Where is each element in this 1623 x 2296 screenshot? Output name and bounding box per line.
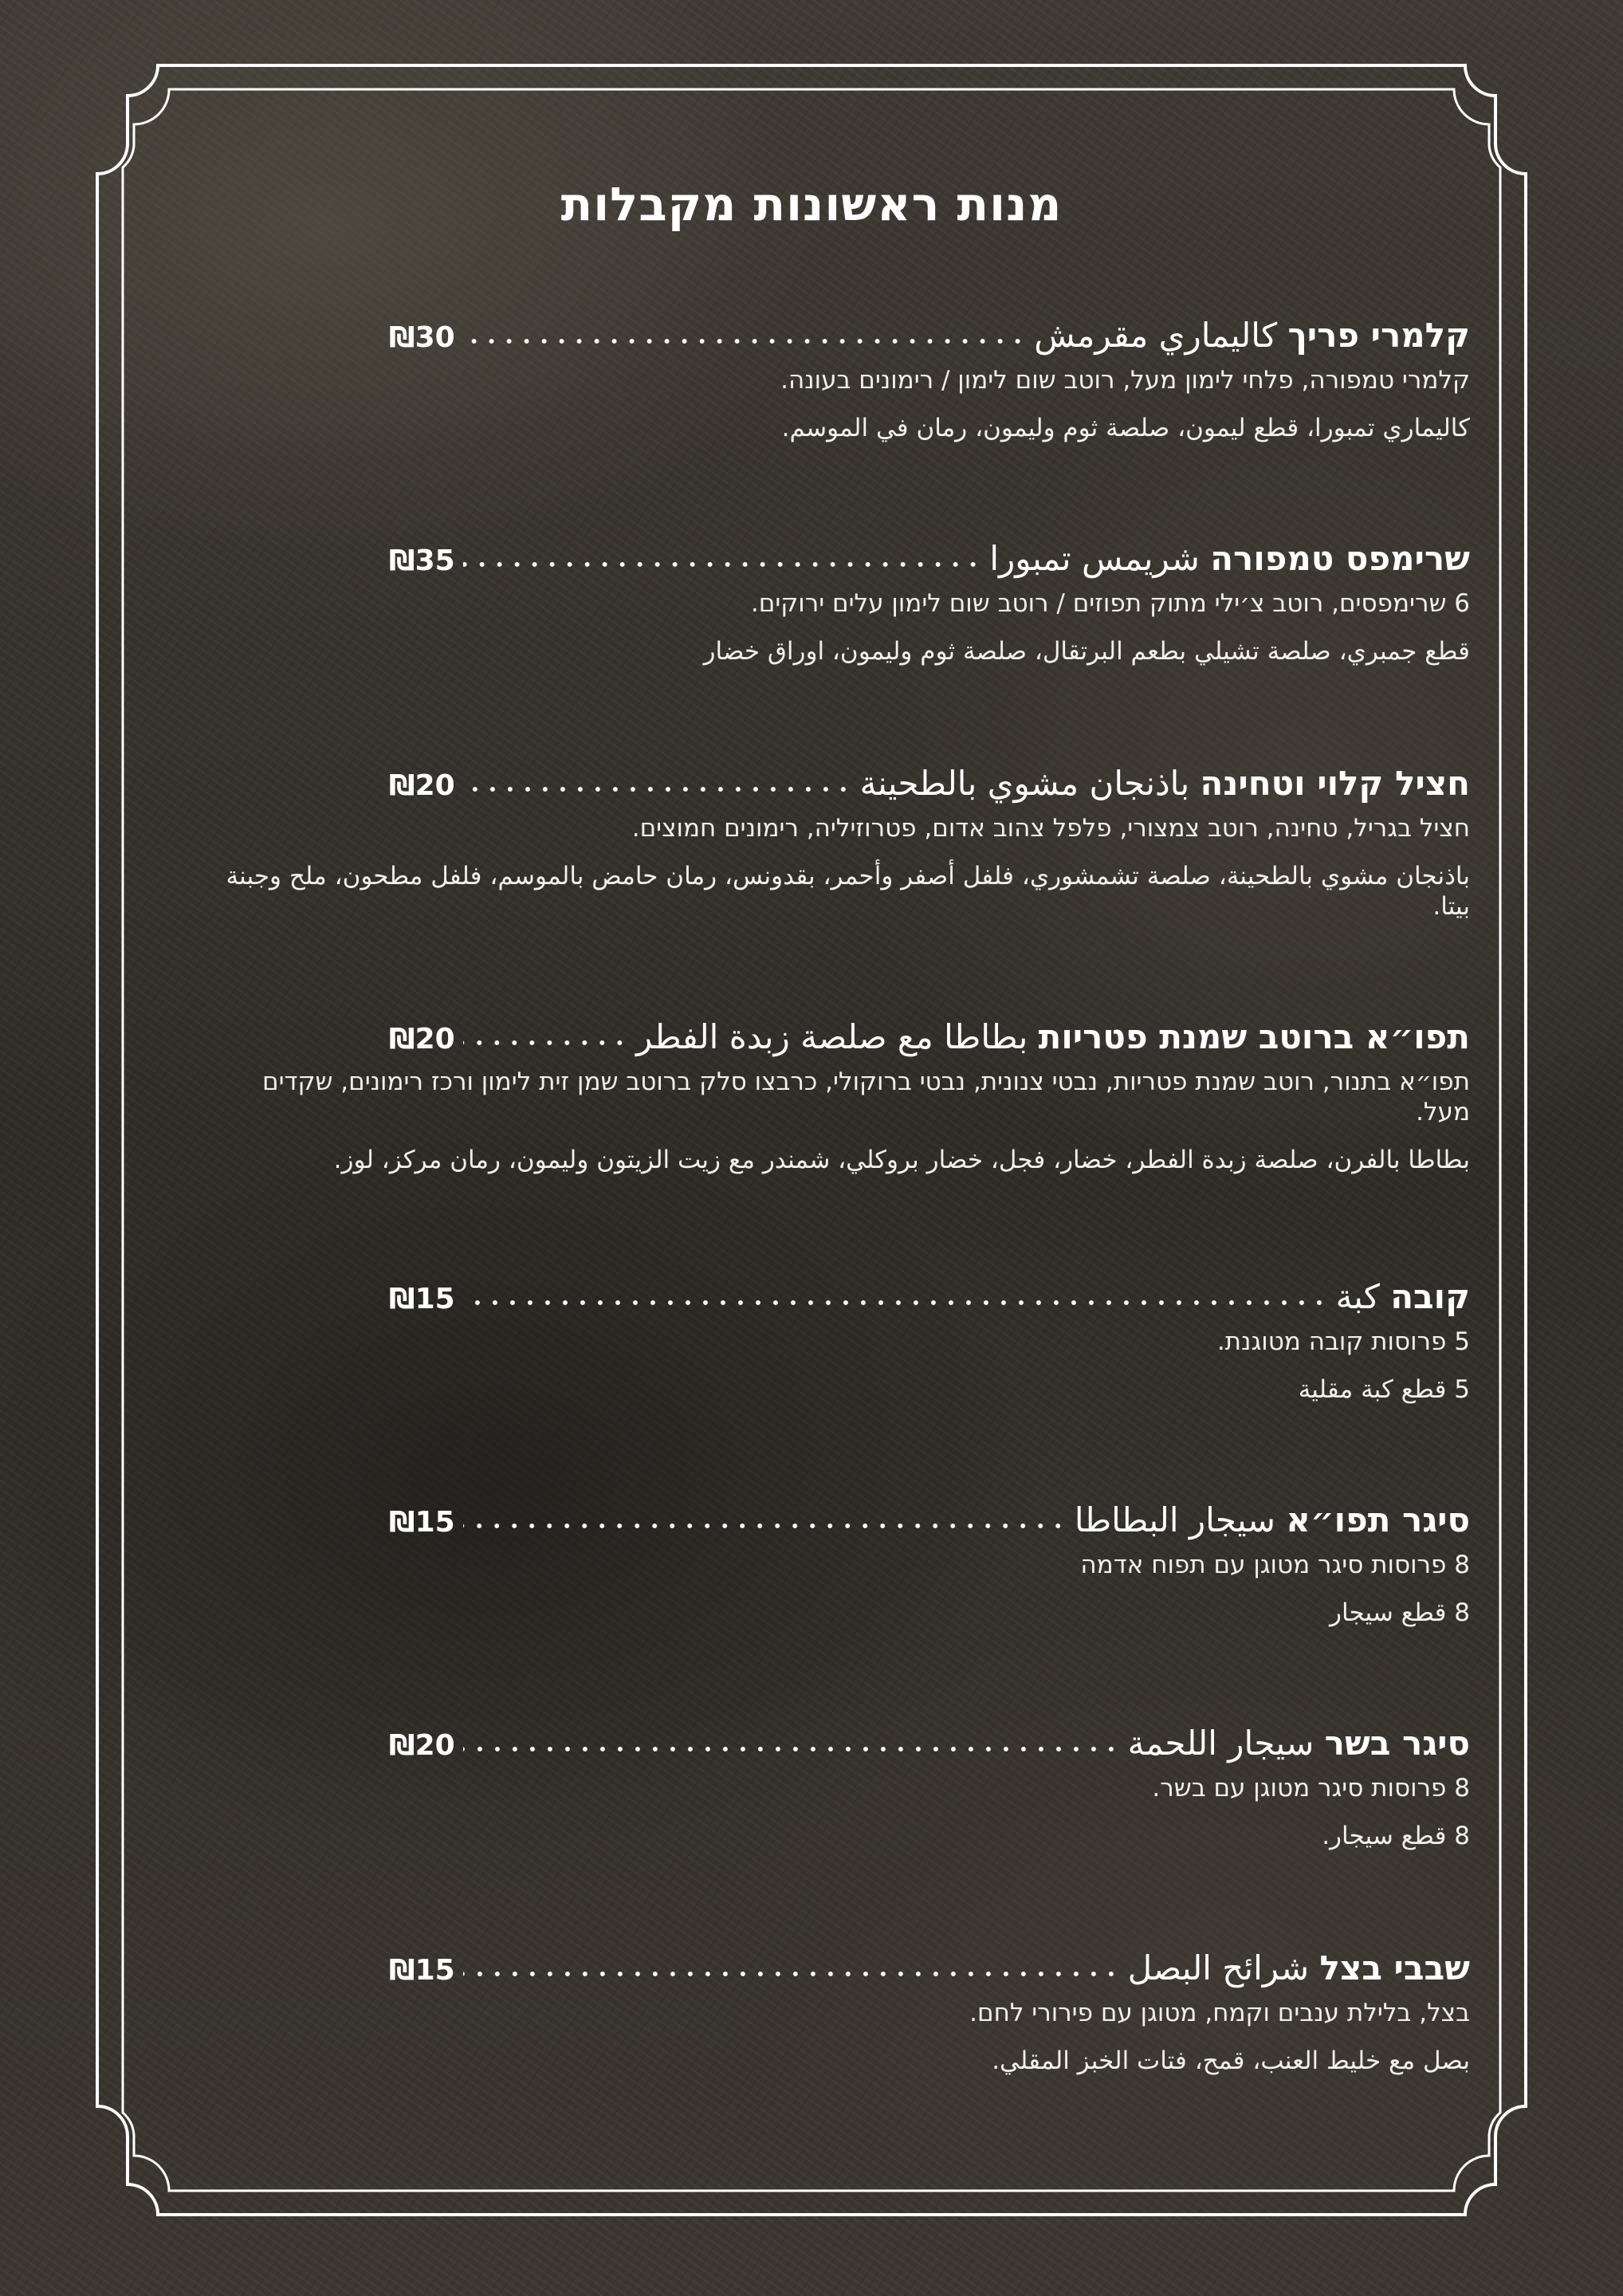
item-description-arabic: 5 قطع كبة مقلية (1298, 1375, 1470, 1404)
item-title (1075, 1496, 1470, 1545)
item-header (389, 1012, 1470, 1062)
page-title: מנות ראשונות מקבלות (560, 177, 1063, 231)
currency-symbol: ₪ (389, 769, 415, 802)
dotted-leader (463, 787, 852, 792)
currency-symbol: ₪ (389, 1506, 415, 1539)
item-title (636, 1012, 1470, 1062)
item-header (389, 759, 1470, 808)
currency-symbol: ₪ (389, 1729, 415, 1762)
item-price (389, 1498, 455, 1547)
item-description-arabic: قطع جمبري، صلصة تشيلي بطعم البرتقال، صلصة ثوم وليمون، اوراق خضار (703, 637, 1470, 666)
item-title-hebrew: שרימפס טמפורה (1210, 539, 1470, 578)
item-price (389, 1015, 455, 1064)
item-description-hebrew: 8 פרוסות סיגר מטוגן עם בשר. (1152, 1774, 1470, 1803)
item-header (389, 1719, 1470, 1768)
item-description-hebrew: 8 פרוסות סיגר מטוגן עם תפוח אדמה (1080, 1551, 1470, 1579)
item-price (389, 761, 455, 811)
price-value: 20 (415, 769, 455, 802)
dotted-leader (463, 339, 1027, 344)
price-value: 20 (415, 1023, 455, 1056)
item-title-hebrew: סיגר בשר (1324, 1724, 1470, 1763)
item-description-hebrew: קלמרי טמפורה, פלחי לימון מעל, רוטב שום לימון / רימונים בעונה. (780, 366, 1470, 395)
menu-item-onion-rings (389, 1944, 1470, 2076)
menu-item-roasted-eggplant (226, 759, 1470, 922)
item-title-arabic: باذنجان مشوي بالطحينة (859, 764, 1190, 803)
dotted-leader (463, 1300, 1328, 1305)
item-title-arabic: سيجار اللحمة (1127, 1724, 1315, 1763)
item-title-arabic: كبة (1335, 1277, 1380, 1316)
currency-symbol: ₪ (389, 1023, 415, 1056)
item-price (389, 1946, 455, 1995)
price-value: 15 (415, 1283, 455, 1315)
currency-symbol: ₪ (389, 321, 415, 354)
item-price (389, 313, 455, 363)
price-value: 20 (415, 1729, 455, 1762)
item-title-hebrew: תפו״א ברוטב שמנת פטריות (1038, 1017, 1470, 1056)
item-price (389, 537, 455, 586)
currency-symbol: ₪ (389, 1283, 415, 1315)
item-header (389, 534, 1470, 584)
item-description-hebrew: 5 פרוסות קובה מטוגנת. (1216, 1327, 1470, 1356)
price-value: 15 (415, 1954, 455, 1987)
item-title (1336, 1272, 1470, 1322)
item-description-arabic: باذنجان مشوي بالطحينة، صلصة تشمشوري، فلفل أصفر وأحمر، بقدونس، رمان حامض بالموسم، فلفل مطحون، ملح وجبنة بيتا. (226, 862, 1470, 921)
dotted-leader (463, 1523, 1067, 1528)
item-price (389, 1721, 455, 1771)
price-value: 30 (415, 321, 455, 354)
item-description-arabic: 8 قطع سيجار (1330, 1598, 1470, 1627)
item-header (389, 1496, 1470, 1545)
menu-item-kubbeh (389, 1272, 1470, 1405)
currency-symbol: ₪ (389, 1954, 415, 1987)
item-title-arabic: شريمس تمبورا (989, 539, 1200, 578)
menu-item-potato-mushroom (262, 1012, 1470, 1175)
item-header (389, 1272, 1470, 1322)
item-description-hebrew: בצל, בלילת ענבים וקמח, מטוגן עם פירורי לחם. (969, 1999, 1470, 2027)
item-title-arabic: سيجار البطاطا (1074, 1500, 1275, 1539)
dotted-leader (463, 1747, 1120, 1751)
item-description-arabic: بصل مع خليط العنب، قمح، فتات الخبز المقلي. (992, 2046, 1470, 2075)
dotted-leader (463, 562, 982, 567)
menu-item-calamari (389, 311, 1470, 443)
price-value: 35 (415, 545, 455, 577)
item-title-hebrew: שבבי בצל (1319, 1948, 1470, 1987)
menu-item-potato-cigar (389, 1496, 1470, 1628)
menu-item-meat-cigar (389, 1719, 1470, 1851)
item-description-arabic: بطاطا بالفرن، صلصة زبدة الفطر، خضار، فجل، خضار بروكلي، شمندر مع زيت الزيتون وليمون، رمان مركز، لوز. (333, 1146, 1470, 1174)
item-description-hebrew: חציל בגריל, טחינה, רוטב צמצורי, פלפל צהוב אדום, פטרוזיליה, רימונים חמוצים. (631, 814, 1470, 843)
item-title-arabic: بطاطا مع صلصة زبدة الفطر (636, 1017, 1028, 1056)
item-title-arabic: شرائح البصل (1127, 1948, 1310, 1987)
item-title (989, 534, 1470, 584)
item-description-arabic: كاليماري تمبورا، قطع ليمون، صلصة ثوم وليمون، رمان في الموسم. (781, 414, 1470, 442)
item-title-arabic: كاليماري مقرمش (1034, 316, 1278, 355)
item-title (1128, 1719, 1470, 1768)
currency-symbol: ₪ (389, 545, 415, 577)
item-header (389, 311, 1470, 360)
item-title-hebrew: קלמרי פריך (1287, 316, 1470, 355)
menu-item-shrimp-tempura (389, 534, 1470, 666)
item-title-hebrew: חציל קלוי וטחינה (1200, 764, 1470, 803)
item-title-hebrew: סיגר תפו״א (1286, 1500, 1470, 1539)
item-price (389, 1275, 455, 1324)
dotted-leader (463, 1972, 1120, 1976)
item-title (860, 759, 1470, 808)
item-description-hebrew: תפו״א בתנור, רוטב שמנת פטריות, נבטי צנונית, נבטי ברוקולי, כרבצו סלק ברוטב שמן זית לימון ורכז רימונים, שקדים מעל. (262, 1067, 1470, 1126)
item-description-hebrew: 6 שרימפסים, רוטב צ׳ילי מתוק תפוזים / רוטב שום לימון עלים ירוקים. (750, 589, 1470, 618)
item-description-arabic: 8 قطع سيجار. (1322, 1822, 1470, 1850)
item-title-hebrew: קובה (1390, 1277, 1470, 1316)
price-value: 15 (415, 1506, 455, 1539)
item-title (1034, 311, 1470, 360)
item-header (389, 1944, 1470, 1993)
dotted-leader (463, 1040, 628, 1045)
item-title (1128, 1944, 1470, 1993)
frame-inner-border (167, 89, 1529, 174)
